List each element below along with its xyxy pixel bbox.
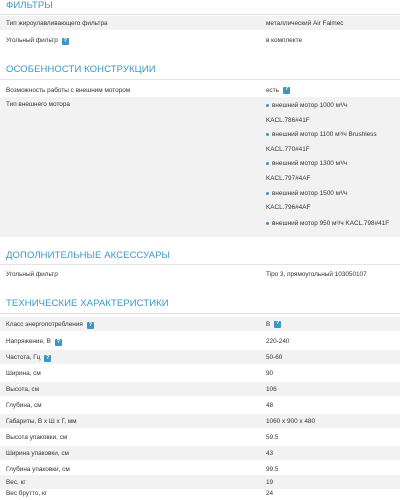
spec-row	[0, 350, 400, 364]
section-title-features: ОСОБЕННОСТИ КОНСТРУКЦИИ	[6, 64, 156, 75]
section-divider	[0, 264, 400, 265]
help-icon[interactable]: ?	[46, 354, 50, 361]
motor-option[interactable]: внешний мотор 1300 м³/ч	[266, 160, 347, 167]
spec-label: Глубина, см	[6, 401, 42, 409]
help-icon[interactable]: ?	[56, 338, 61, 345]
motor-option[interactable]: внешний мотор 950 м³/ч KACL.798#41F	[266, 220, 389, 227]
spec-value: 50-60	[266, 353, 283, 361]
spec-row	[0, 430, 400, 444]
spec-row	[0, 398, 400, 412]
spec-value: Tipo 3, прямоугольный 103050107	[266, 270, 367, 278]
spec-row	[0, 16, 400, 30]
spec-value: 43	[266, 449, 274, 457]
spec-value: 24	[266, 489, 274, 497]
help-icon[interactable]: ?	[284, 86, 289, 93]
help-icon[interactable]: ?	[88, 321, 93, 328]
spec-label: Класс энергопотребления ?	[6, 320, 93, 328]
spec-row	[0, 267, 400, 281]
spec-label: Высота, см	[6, 385, 40, 393]
bullet-icon	[266, 104, 269, 107]
spec-label: Частота, Гц ?	[6, 353, 50, 361]
bullet-icon	[266, 192, 269, 195]
motor-option[interactable]: внешний мотор 1100 м³/ч Brushless	[266, 131, 377, 138]
spec-value: 59.5	[266, 433, 279, 441]
section-divider	[0, 14, 400, 15]
bullet-icon	[266, 133, 269, 136]
motor-code: KACL.770#41F	[266, 146, 310, 153]
spec-label: Вес брутто, кг	[6, 489, 48, 497]
spec-value: есть ?	[266, 86, 289, 94]
spec-row	[0, 317, 400, 331]
spec-value: 106	[266, 385, 277, 393]
spec-label: Возможность работы с внешним мотором	[6, 86, 131, 94]
section-title-filters: ФИЛЬТРЫ	[6, 0, 53, 11]
spec-label: Тип внешнего мотора	[6, 100, 70, 108]
spec-label: Глубина упаковки, см	[6, 465, 70, 473]
spec-row	[0, 414, 400, 428]
spec-value: 1060 x 900 x 480	[266, 417, 316, 425]
spec-value: B ?	[266, 320, 280, 328]
bullet-icon	[266, 222, 269, 225]
section-divider	[0, 79, 400, 80]
motor-code: KACL.786#41F	[266, 117, 310, 124]
spec-row	[0, 446, 400, 460]
spec-value: 48	[266, 401, 274, 409]
motor-type-block	[0, 97, 400, 237]
spec-row	[0, 33, 400, 47]
spec-row	[0, 334, 400, 348]
spec-value: металлический Air Falmec	[266, 19, 344, 27]
motor-option[interactable]: внешний мотор 1500 м³/ч	[266, 190, 347, 197]
spec-label: Высота упаковки, см	[6, 433, 68, 441]
spec-row	[0, 462, 400, 476]
spec-label: Вес, кг	[6, 478, 26, 486]
spec-value: 220-240	[266, 337, 290, 345]
motor-option[interactable]: внешний мотор 1000 м³/ч	[266, 102, 347, 109]
help-icon[interactable]: ?	[63, 37, 67, 44]
spec-value: в комплекте	[266, 36, 303, 44]
spec-value: 19	[266, 478, 274, 486]
motor-code: KACL.796#4AF	[266, 204, 311, 211]
bullet-icon	[266, 162, 269, 165]
motor-code: KACL.797#4AF	[266, 175, 311, 182]
spec-row	[0, 366, 400, 380]
spec-label: Напряжение, В ?	[6, 337, 61, 345]
spec-row	[0, 382, 400, 396]
help-icon[interactable]: ?	[276, 320, 280, 327]
spec-row	[0, 83, 400, 97]
section-title-specs: ТЕХНИЧЕСКИЕ ХАРАКТЕРИСТИКИ	[6, 298, 169, 309]
section-title-accessories: ДОПОЛНИТЕЛЬНЫЕ АКСЕССУАРЫ	[6, 250, 171, 261]
spec-label: Ширина упаковки, см	[6, 449, 69, 457]
spec-label: Угольный фильтр	[6, 270, 58, 278]
spec-label: Габариты, В х Ш х Г, мм	[6, 417, 77, 425]
spec-label: Ширина, см	[6, 369, 41, 377]
spec-value: 99.5	[266, 465, 279, 473]
section-divider	[0, 313, 400, 314]
spec-label: Угольный фильтр ?	[6, 36, 67, 44]
spec-row	[0, 486, 400, 500]
spec-value: 90	[266, 369, 274, 377]
spec-label: Тип жироулавливающего фильтра	[6, 19, 108, 27]
